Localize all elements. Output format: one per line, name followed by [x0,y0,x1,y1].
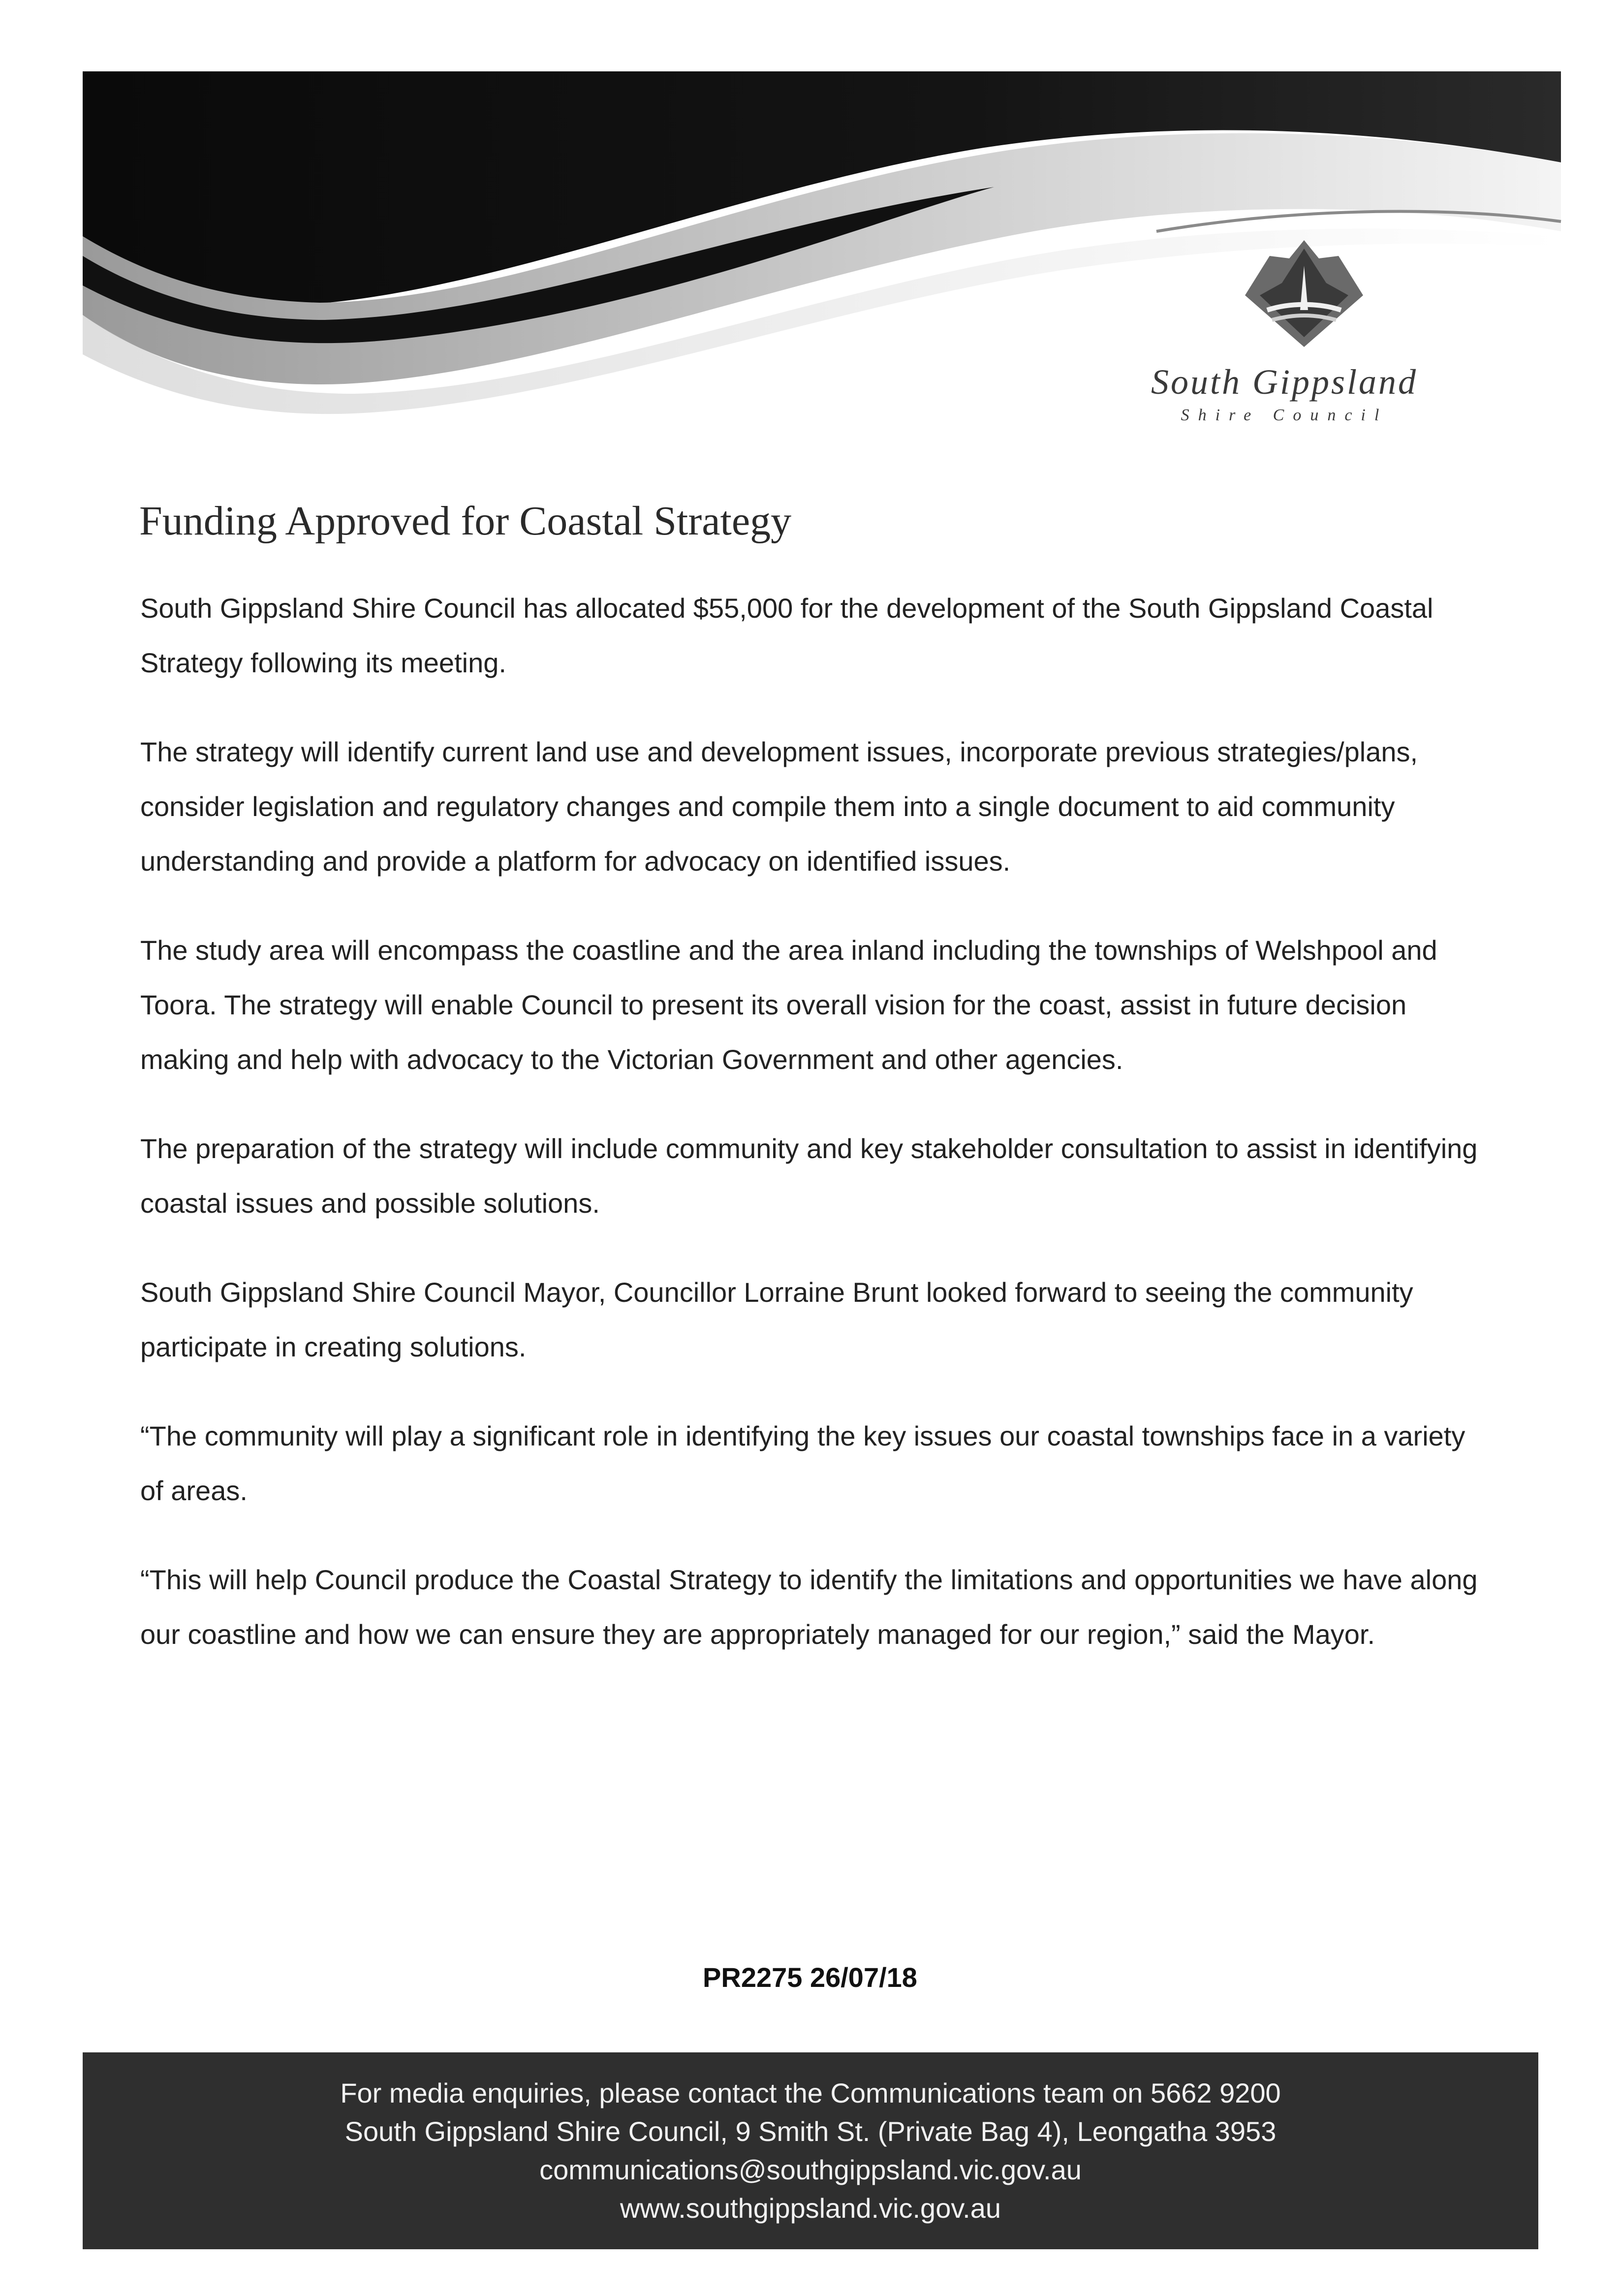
footer-email-link[interactable]: communications@southgippsland.vic.gov.au [539,2154,1082,2185]
paragraph: “This will help Council produce the Coastal Strategy to identify the limitations and opportunities we have along our coastline and how we can ensure they are appropriately managed for our region,” said the Mayor. [140,1564,1478,1650]
south-gippsland-shield-logo-icon [1220,236,1388,349]
paragraph: The strategy will identify current land use and development issues, incorporate previous strategies/plans, consider legislation and regulatory changes and compile them into a single document to aid community understanding and provide a platform for advocacy on identified issues. [140,736,1418,877]
footer-contact-line: For media enquiries, please contact the Communications team on 5662 9200 [340,2077,1281,2108]
council-subtitle: Shire Council [1181,406,1388,424]
paragraph: “The community will play a significant role in identifying the key issues our coastal townships face in a variety of areas. [140,1420,1465,1506]
footer-address-line: South Gippsland Shire Council, 9 Smith St. (Private Bag 4), Leongatha 3953 [344,2116,1277,2147]
paragraph: The preparation of the strategy will include community and key stakeholder consultation to assist in identifying coastal issues and possible solutions. [140,1133,1478,1219]
media-contact-footer [83,2052,1538,2249]
footer-website-link[interactable]: www.southgippsland.vic.gov.au [620,2193,1001,2224]
paragraph: The study area will encompass the coastline and the area inland including the townships of Welshpool and Toora. The strategy will enable Council to present its overall vision for the coast, assist in future decision making and help with advocacy to the Victorian Government and other agencies. [140,935,1437,1075]
council-name: South Gippsland [1151,362,1418,402]
press-release-reference: PR2275 26/07/18 [703,1962,917,1993]
article-title: Funding Approved for Coastal Strategy [139,498,792,544]
article-body [140,581,1479,1696]
paragraph: South Gippsland Shire Council has allocated $55,000 for the development of the South Gippsland Coastal Strategy following its meeting. [140,593,1433,678]
paragraph: South Gippsland Shire Council Mayor, Councillor Lorraine Brunt looked forward to seeing the community participate in creating solutions. [140,1277,1413,1362]
